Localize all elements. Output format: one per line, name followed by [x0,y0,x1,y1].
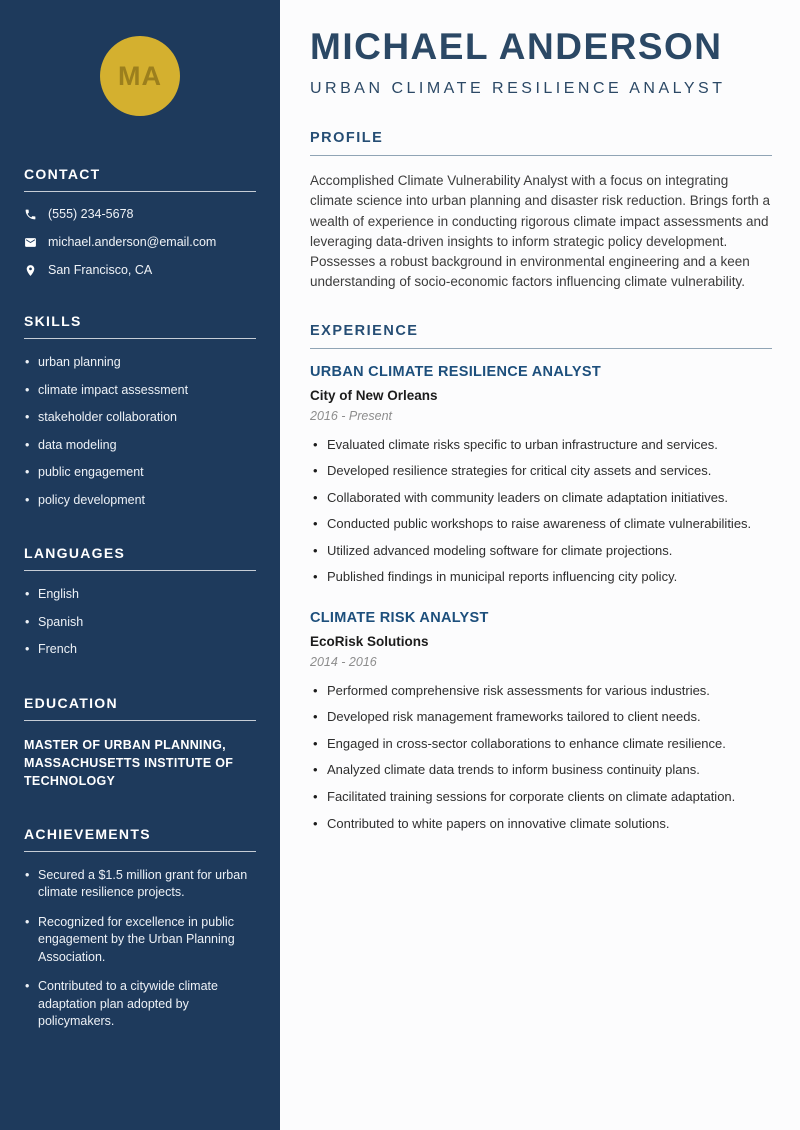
person-job-title: URBAN CLIMATE RESILIENCE ANALYST [310,80,726,97]
achievements-list [24,867,256,1031]
skill-item: • policy development [24,492,256,510]
job-entry-1 [310,364,772,586]
skills-list [24,354,256,509]
avatar-initials: MA [118,60,162,91]
job-bullet: • Developed risk management frameworks tailored to client needs. [310,708,772,726]
contact-list [24,207,256,277]
job-bullet: • Published findings in municipal reports influencing city policy. [310,568,772,586]
job-2-dates: 2014 - 2016 [310,654,377,669]
job-bullet: • Conducted public workshops to raise awareness of climate vulnerabilities. [310,515,772,533]
avatar [100,36,180,116]
skills-heading: SKILLS [24,313,256,339]
contact-heading: CONTACT [24,166,256,192]
experience-section [310,323,772,833]
job-bullet: • Developed resilience strategies for critical city assets and services. [310,462,772,480]
person-name: MICHAEL ANDERSON [310,26,723,67]
sidebar [0,0,280,1130]
achievement-item: • Secured a $1.5 million grant for urban climate resilience projects. [24,867,256,902]
job-entry-2 [310,610,772,832]
job-bullet: • Facilitated training sessions for corporate clients on climate adaptation. [310,788,772,806]
achievement-item: • Contributed to a citywide climate adaptation plan adopted by policymakers. [24,978,256,1031]
job-bullet: • Contributed to white papers on innovative climate solutions. [310,815,772,833]
contact-phone-text: (555) 234-5678 [48,207,134,221]
skills-section [24,313,256,509]
languages-section [24,545,256,659]
contact-item-email [24,235,256,249]
language-item: • English [24,586,256,604]
profile-heading: PROFILE [310,130,772,156]
location-icon [24,264,37,277]
skill-item: • data modeling [24,437,256,455]
job-bullet: • Utilized advanced modeling software for climate projections. [310,542,772,560]
education-section [24,695,256,790]
job-2-title: CLIMATE RISK ANALYST [310,609,489,626]
skill-item: • stakeholder collaboration [24,409,256,427]
mail-icon [24,236,37,249]
skill-item: • urban planning [24,354,256,372]
education-degree: MASTER OF URBAN PLANNING, MASSACHUSETTS INSTITUTE OF TECHNOLOGY [24,737,234,788]
contact-item-location [24,263,256,277]
skill-item: • public engagement [24,464,256,482]
contact-item-phone [24,207,256,221]
achievement-item: • Recognized for excellence in public engagement by the Urban Planning Association. [24,914,256,967]
main-content [280,0,800,1130]
phone-icon [24,208,37,221]
profile-text: Accomplished Climate Vulnerability Analyst with a focus on integrating climate science into urban planning and disaster risk reduction. Brings forth a wealth of experience in conducting rigorous climate impact assessments and leveraging data-driven insights to inform strategic policy development. Possesses a robust background in environmental engineering and a keen understanding of socio-economic factors influencing climate vulnerability. [310,173,770,290]
experience-heading: EXPERIENCE [310,323,772,349]
achievements-heading: ACHIEVEMENTS [24,826,256,852]
profile-section [310,130,772,293]
language-item: • French [24,641,256,659]
job-1-company: City of New Orleans [310,387,438,403]
achievements-section [24,826,256,1031]
contact-email-text: michael.anderson@email.com [48,235,217,249]
job-2-bullets [310,682,772,832]
job-bullet: • Analyzed climate data trends to inform business continuity plans. [310,761,772,779]
contact-section [24,166,256,277]
job-bullet: • Engaged in cross-sector collaborations to enhance climate resilience. [310,735,772,753]
skill-item: • climate impact assessment [24,382,256,400]
education-heading: EDUCATION [24,695,256,721]
job-1-title: URBAN CLIMATE RESILIENCE ANALYST [310,363,602,380]
job-bullet: • Performed comprehensive risk assessments for various industries. [310,682,772,700]
job-1-dates: 2016 - Present [310,408,392,423]
languages-heading: LANGUAGES [24,545,256,571]
job-bullet: • Evaluated climate risks specific to urban infrastructure and services. [310,436,772,454]
job-2-company: EcoRisk Solutions [310,633,429,649]
job-1-bullets [310,436,772,586]
contact-location-text: San Francisco, CA [48,263,153,277]
language-item: • Spanish [24,614,256,632]
job-bullet: • Collaborated with community leaders on climate adaptation initiatives. [310,489,772,507]
languages-list [24,586,256,659]
